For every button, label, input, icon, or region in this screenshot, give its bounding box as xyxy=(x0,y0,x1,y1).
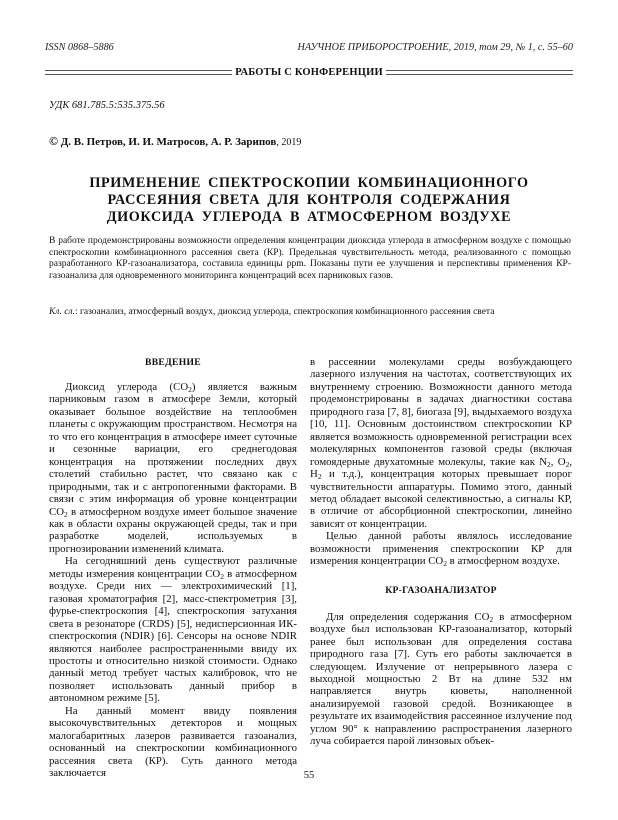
keywords-label: Кл. сл. xyxy=(49,307,75,317)
left-column xyxy=(49,356,297,780)
double-rule-right xyxy=(386,70,573,75)
issn: ISSN 0868–5886 xyxy=(45,42,114,53)
intro-heading: ВВЕДЕНИЕ xyxy=(145,357,201,368)
title-line: ДИОКСИДА УГЛЕРОДА В АТМОСФЕРНОМ ВОЗДУХЕ xyxy=(106,209,512,225)
paragraph: Диоксид углерода $(CO_2)$ является важным парниковым газом в атмосфере Земли, который оказывает большое воздействие на теплообмен планеты с окружающим пространством. Несмотря на то что его концентрация в атмосфере имеет суточные и сезонные вариации, его среднегодовая концентрация на протяжении последних двух столетий стабильно растет, что связано как с природными, так и с антропогенными факторами. В связи с этим информация об уровне концентрации $CO_2$ в атмосферном воздухе имеет большое значение как в области охраны окружающей среды, так и при разработке моделей, используемых в прогнозировании изменений климата. xyxy=(49,381,297,555)
double-rule-left xyxy=(45,70,232,75)
paragraph: в рассеянии молекулами среды возбуждающего лазерного излучения на частотах, соответствующих их внутреннему строению. Возможности данного метода продемонстрированы в задачах диагностики состава природного газа [7, 8], биогаза [9], выдыхаемого воздуха [10, 11]. Основным достоинством спектроскопии КР является возможность одновременной регистрации всех молекулярных компонентов газовой среды (включая гомоядерные двухатомные молекулы, такие как $N_2$, $O_2$, $H_2$ и т.д.), концентрация которых превышает порог чувствительности аппаратуры. Помимо этого, данный метод обладает высокой селективностью, а сигналы КР, в отличие от абсорбционной спектроскопии, линейно зависят от концентрации. xyxy=(310,356,573,530)
abstract: В работе продемонстрированы возможности определения концентрации диоксида углерода в атмосферном воздухе с помощью спектроскопии комбинационного рассеяния света (КР). Предельная чувствительность метода, реализованного с помощью разработанного КР-газоанализатора, составила единицы ppm. Показаны пути ее улучшения и перспективы применения КР-газоанализа для одновременного мониторинга концентраций всех парниковых газов. xyxy=(49,236,571,281)
paragraph: На данный момент ввиду появления высокочувствительных детекторов и мощных малогабаритных лазеров развивается газоанализ, основанный на спектроскопии комбинационного рассеяния света (КР). Суть данного метода заключается xyxy=(49,704,297,780)
paragraph: Для определения содержания $CO_2$ в атмосферном воздухе был использован КР-газоанализатор, который ранее был использован для определения состава природного газа [7]. Суть его работы заключается в следующем. Излучение от непрерывного лазера с выходной мощностью 2 Вт на длине 532 нм направляется внутрь кюветы, наполненной анализируемой газовой средой. Возникающее в результате их взаимодействия рассеянное излучение под углом 90° к направлению распространения лазерного луча собирается парой линзовых объек- xyxy=(310,610,572,748)
paragraph: На сегодняшний день существуют различные методы измерения концентрации $CO_2$ в атмосферном воздухе. Среди них — электрохимический [1], газовая хроматография [2], масс-спектрометрия [3], фурье-спектроскопия [4], спектроскопия затухания света в резонаторе (CRDS) [5], недисперсионная ИК-спектроскопия (NDIR) [6]. Сенсоры на основе NDIR являются наиболее распространенными ввиду их простоты и относительно низкой стоимости. Однако данный метод требует частых калибровок, что не позволяет использовать данный прибор в автономном режиме [5]. xyxy=(49,555,297,705)
title-line: РАССЕЯНИЯ СВЕТА ДЛЯ КОНТРОЛЯ СОДЕРЖАНИЯ xyxy=(107,192,511,208)
page-number: 55 xyxy=(303,770,315,781)
authors-line xyxy=(49,134,301,149)
journal-citation: НАУЧНОЕ ПРИБОРОСТРОЕНИЕ, 2019, том 29, № 1, с. 55–60 xyxy=(297,42,573,53)
keywords-text: : газоанализ, атмосферный воздух, диоксид углерода, спектроскопия комбинационного рассеяния света xyxy=(74,307,495,317)
paragraph: Целью данной работы являлось исследование возможности применения спектроскопии КР для измерения концентрации $CO_2$ в атмосферном воздухе. xyxy=(310,530,572,569)
title-line: ПРИМЕНЕНИЕ СПЕКТРОСКОПИИ КОМБИНАЦИОННОГО xyxy=(89,175,529,191)
article-title xyxy=(60,175,558,226)
copyright-year: , 2019 xyxy=(276,137,302,148)
section-label: РАБОТЫ С КОНФЕРЕНЦИИ xyxy=(235,66,383,78)
section-banner xyxy=(45,66,573,78)
udk-code: УДК 681.785.5:535.375.56 xyxy=(49,100,165,111)
right-column xyxy=(310,356,572,748)
keywords xyxy=(49,307,571,319)
analyzer-heading: КР-ГАЗОАНАЛИЗАТОР xyxy=(385,584,497,596)
author-names: Д. В. Петров, И. И. Матросов, А. Р. Зарипов xyxy=(60,136,277,148)
copyright-icon: © xyxy=(49,134,58,148)
